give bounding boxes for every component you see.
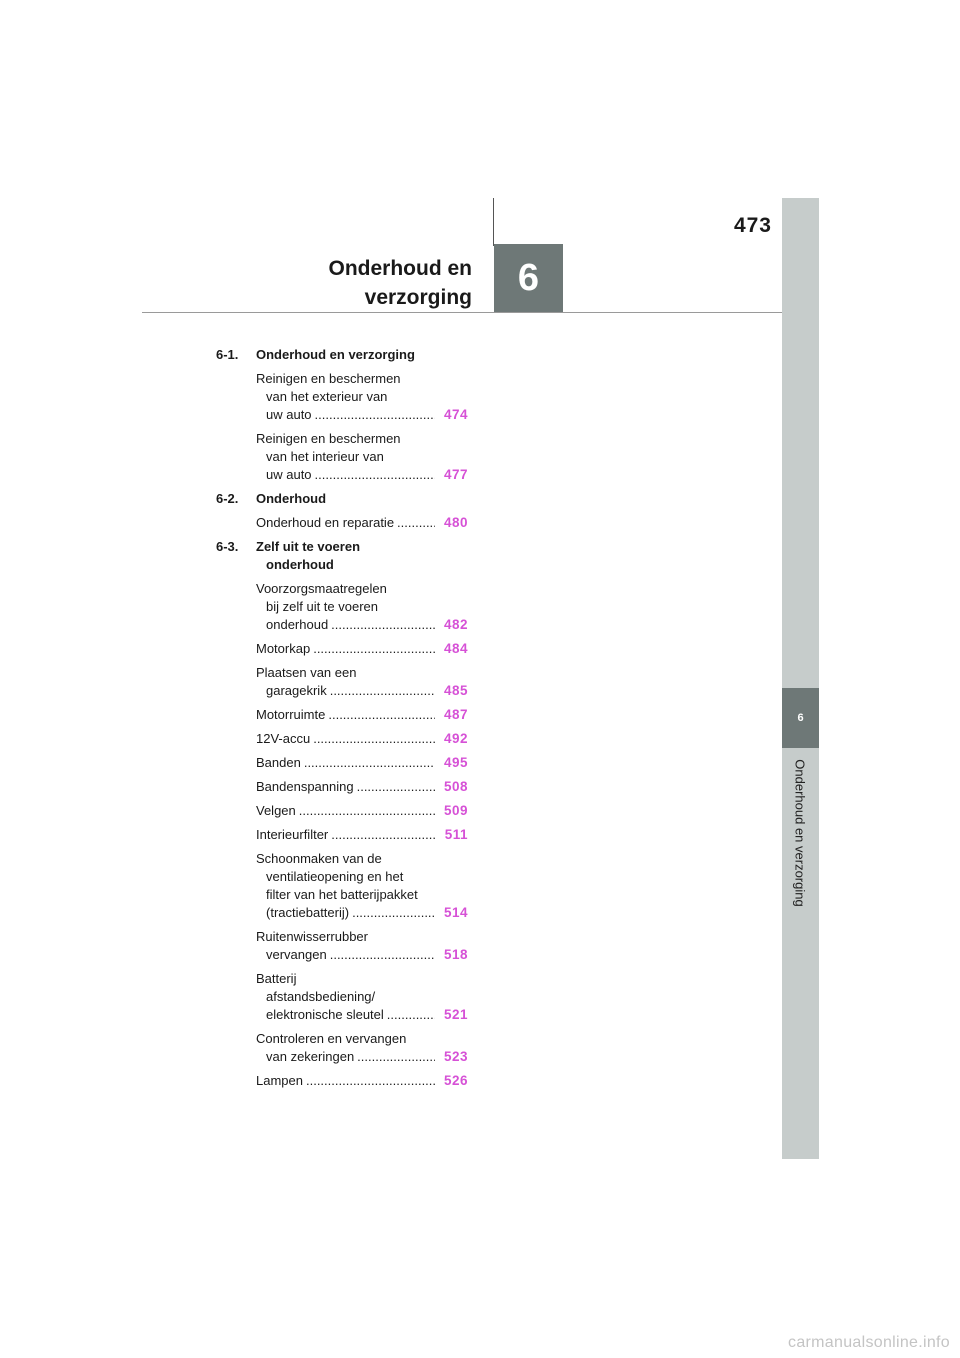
entry-title: uw auto	[266, 467, 312, 482]
entry-title: Plaatsen van een	[256, 665, 357, 680]
page-link[interactable]: 518	[443, 947, 468, 962]
toc-entry[interactable]	[216, 370, 468, 424]
leader-dots	[328, 706, 435, 724]
leader-dots	[397, 514, 435, 532]
side-tab-label: Onderhoud en verzorging	[792, 759, 808, 907]
toc-entry[interactable]	[216, 1072, 468, 1090]
page-link[interactable]: 521	[443, 1007, 468, 1022]
section-number: 6-3.	[216, 539, 239, 554]
toc-entry[interactable]	[216, 580, 468, 634]
table-of-contents	[216, 346, 468, 1096]
section-number: 6-1.	[216, 347, 239, 362]
entry-title: Voorzorgsmaatregelen	[256, 581, 387, 596]
entry-title: van zekeringen	[266, 1049, 355, 1064]
section-title: onderhoud	[266, 557, 334, 572]
leader-dots	[313, 640, 435, 658]
leader-dots	[315, 466, 435, 484]
page-link[interactable]: 523	[443, 1049, 468, 1064]
leader-dots	[357, 778, 435, 796]
entry-title: Reinigen en beschermen	[256, 431, 401, 446]
entry-title: garagekrik	[266, 683, 327, 698]
chapter-number-block: 6	[494, 244, 563, 313]
page-link[interactable]: 477	[443, 467, 468, 482]
leader-dots	[331, 826, 435, 844]
chapter-title-line2: verzorging	[364, 286, 472, 309]
entry-title: (tractiebatterij)	[266, 905, 350, 920]
toc-entry[interactable]	[216, 430, 468, 484]
page-link[interactable]: 487	[443, 707, 468, 722]
page-link[interactable]: 485	[443, 683, 468, 698]
page-number: 473	[733, 214, 772, 237]
toc-entry[interactable]	[216, 1030, 468, 1066]
header-divider-horizontal	[142, 312, 782, 313]
footer-watermark: carmanualsonline.info	[788, 1334, 950, 1351]
header-divider-vertical	[493, 198, 494, 246]
leader-dots	[387, 1006, 435, 1024]
section-title: Onderhoud en verzorging	[256, 347, 415, 362]
entry-title: Onderhoud en reparatie	[256, 515, 395, 530]
entry-title: 12V-accu	[256, 731, 311, 746]
toc-section-6-3[interactable]	[216, 538, 468, 574]
entry-title: Motorruimte	[256, 707, 326, 722]
entry-title: Banden	[256, 755, 301, 770]
leader-dots	[304, 754, 435, 772]
leader-dots	[357, 1048, 435, 1066]
entry-title: Batterij	[256, 971, 297, 986]
section-number: 6-2.	[216, 491, 239, 506]
page-link[interactable]: 508	[443, 779, 468, 794]
toc-entry[interactable]	[216, 928, 468, 964]
leader-dots	[306, 1072, 435, 1090]
side-thumb-tab	[782, 198, 819, 1159]
section-title: Zelf uit te voeren	[256, 539, 361, 554]
entry-title: onderhoud	[266, 617, 329, 632]
toc-section-6-1[interactable]	[216, 346, 468, 364]
chapter-title-line1: Onderhoud en	[328, 257, 472, 280]
toc-entry[interactable]	[216, 514, 468, 532]
page-link[interactable]: 514	[443, 905, 468, 920]
toc-entry[interactable]	[216, 850, 468, 922]
leader-dots	[315, 406, 435, 424]
entry-title: afstandsbediening/	[266, 989, 376, 1004]
leader-dots	[331, 616, 435, 634]
leader-dots	[330, 682, 435, 700]
leader-dots	[299, 802, 435, 820]
entry-title: Interieurfilter	[256, 827, 329, 842]
page-link[interactable]: 495	[443, 755, 468, 770]
section-title: Onderhoud	[256, 491, 327, 506]
entry-title: ventilatieopening en het	[266, 869, 404, 884]
entry-title: Lampen	[256, 1073, 303, 1088]
toc-entry[interactable]	[216, 778, 468, 796]
toc-entry[interactable]	[216, 640, 468, 658]
toc-section-6-2[interactable]	[216, 490, 468, 508]
entry-title: Reinigen en beschermen	[256, 371, 401, 386]
page-link[interactable]: 526	[443, 1073, 468, 1088]
entry-title: Ruitenwisserrubber	[256, 929, 368, 944]
toc-entry[interactable]	[216, 970, 468, 1024]
entry-title: filter van het batterijpakket	[266, 887, 418, 902]
entry-title: uw auto	[266, 407, 312, 422]
entry-title: Controleren en vervangen	[256, 1031, 407, 1046]
page-link[interactable]: 480	[443, 515, 468, 530]
entry-title: Motorkap	[256, 641, 311, 656]
toc-entry[interactable]	[216, 826, 468, 844]
entry-title: van het interieur van	[266, 449, 384, 464]
toc-entry[interactable]	[216, 706, 468, 724]
page-link[interactable]: 474	[443, 407, 468, 422]
page-link[interactable]: 492	[443, 731, 468, 746]
entry-title: Velgen	[256, 803, 296, 818]
page-link[interactable]: 511	[444, 827, 468, 842]
leader-dots	[352, 904, 435, 922]
entry-title: van het exterieur van	[266, 389, 388, 404]
entry-title: elektronische sleutel	[266, 1007, 384, 1022]
entry-title: Bandenspanning	[256, 779, 354, 794]
toc-entry[interactable]	[216, 802, 468, 820]
toc-entry[interactable]	[216, 664, 468, 700]
entry-title: Schoonmaken van de	[256, 851, 382, 866]
leader-dots	[313, 730, 435, 748]
leader-dots	[330, 946, 435, 964]
entry-title: vervangen	[266, 947, 327, 962]
side-tab-chapter-number[interactable]: 6	[782, 688, 819, 748]
page-link[interactable]: 509	[443, 803, 468, 818]
entry-title: bij zelf uit te voeren	[266, 599, 379, 614]
page-link[interactable]: 484	[443, 641, 468, 656]
page-link[interactable]: 482	[443, 617, 468, 632]
toc-entry[interactable]	[216, 754, 468, 772]
toc-entry[interactable]	[216, 730, 468, 748]
